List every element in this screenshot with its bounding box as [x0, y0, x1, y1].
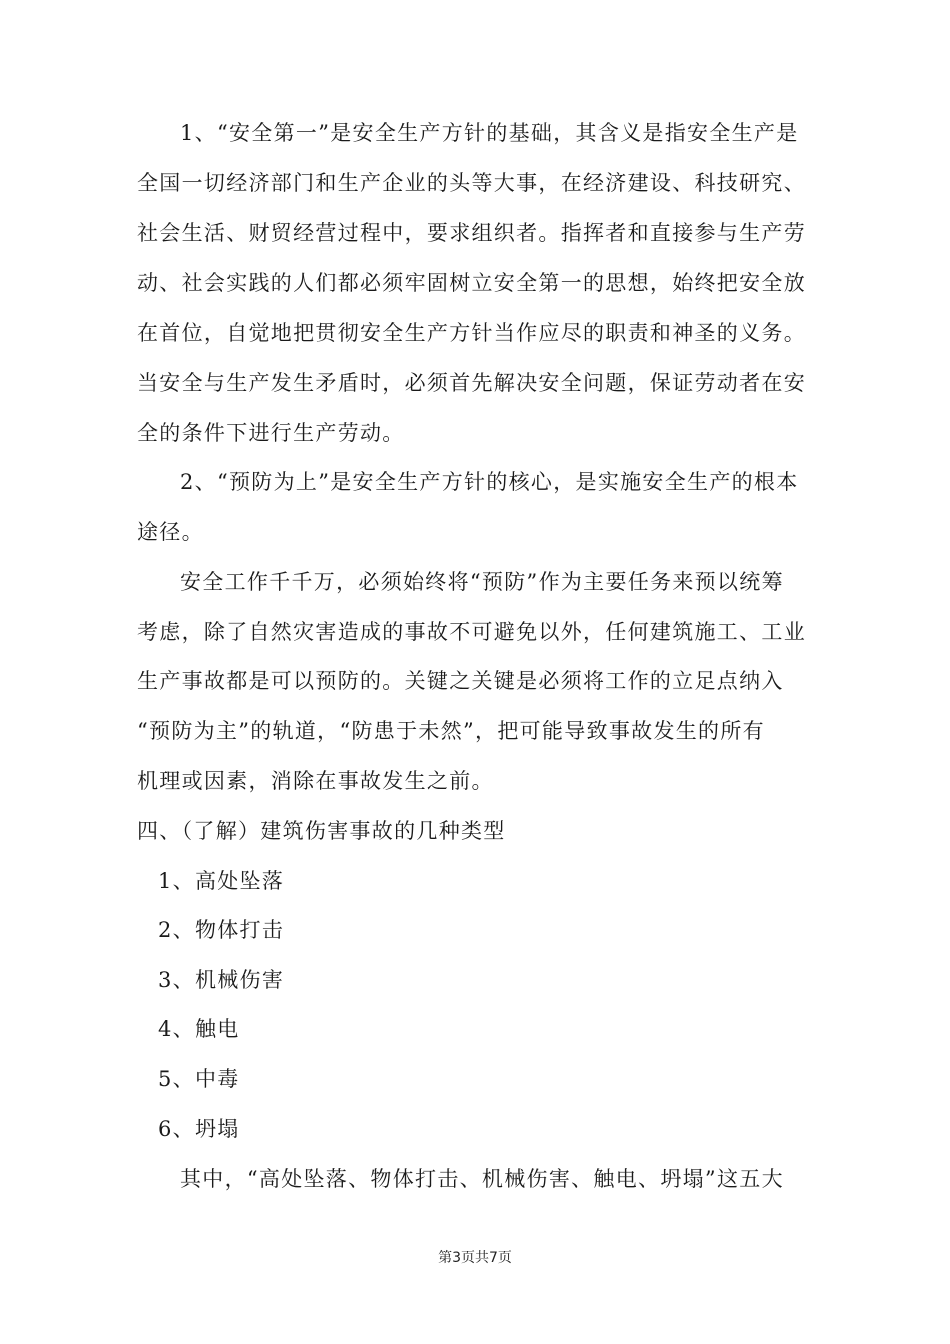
list-item: 1、高处坠落 — [158, 869, 285, 893]
text-line: “预防为主”的轨道，“防患于未然”，把可能导致事故发生的所有 — [137, 719, 765, 743]
list-item: 4、触电 — [158, 1017, 240, 1041]
text-line: 动、社会实践的人们都必须牢固树立安全第一的思想，始终把安全放 — [137, 271, 806, 295]
text-line: 当安全与生产发生矛盾时，必须首先解决安全问题，保证劳动者在安 — [137, 371, 806, 395]
text-line: 全国一切经济部门和生产企业的头等大事，在经济建设、科技研究、 — [137, 171, 806, 195]
text-line: 途径。 — [137, 520, 204, 544]
text-line: 全的条件下进行生产劳动。 — [137, 421, 405, 445]
list-item: 6、坍塌 — [158, 1117, 240, 1141]
list-item: 5、中毒 — [158, 1067, 240, 1091]
text-line: 机理或因素，消除在事故发生之前。 — [137, 769, 494, 793]
text-line: 社会生活、财贸经营过程中，要求组织者。指挥者和直接参与生产劳 — [137, 221, 806, 245]
text-line: 2、“预防为上”是安全生产方针的核心，是实施安全生产的根本 — [180, 470, 799, 494]
text-line: 其中，“高处坠落、物体打击、机械伤害、触电、坍塌”这五大 — [180, 1167, 784, 1191]
list-item: 3、机械伤害 — [158, 968, 285, 992]
section-heading: 四、（了解）建筑伤害事故的几种类型 — [137, 819, 506, 843]
text-line: 安全工作千千万，必须始终将“预防”作为主要任务来预以统筹 — [180, 570, 784, 594]
page-number: 第3页共7页 — [438, 1250, 512, 1266]
list-item: 2、物体打击 — [158, 918, 285, 942]
text-line: 1、“安全第一”是安全生产方针的基础，其含义是指安全生产是 — [180, 121, 799, 145]
text-line: 考虑，除了自然灾害造成的事故不可避免以外，任何建筑施工、工业 — [137, 620, 806, 644]
text-line: 生产事故都是可以预防的。关键之关键是必须将工作的立足点纳入 — [137, 669, 784, 693]
text-line: 在首位，自觉地把贯彻安全生产方针当作应尽的职责和神圣的义务。 — [137, 321, 806, 345]
